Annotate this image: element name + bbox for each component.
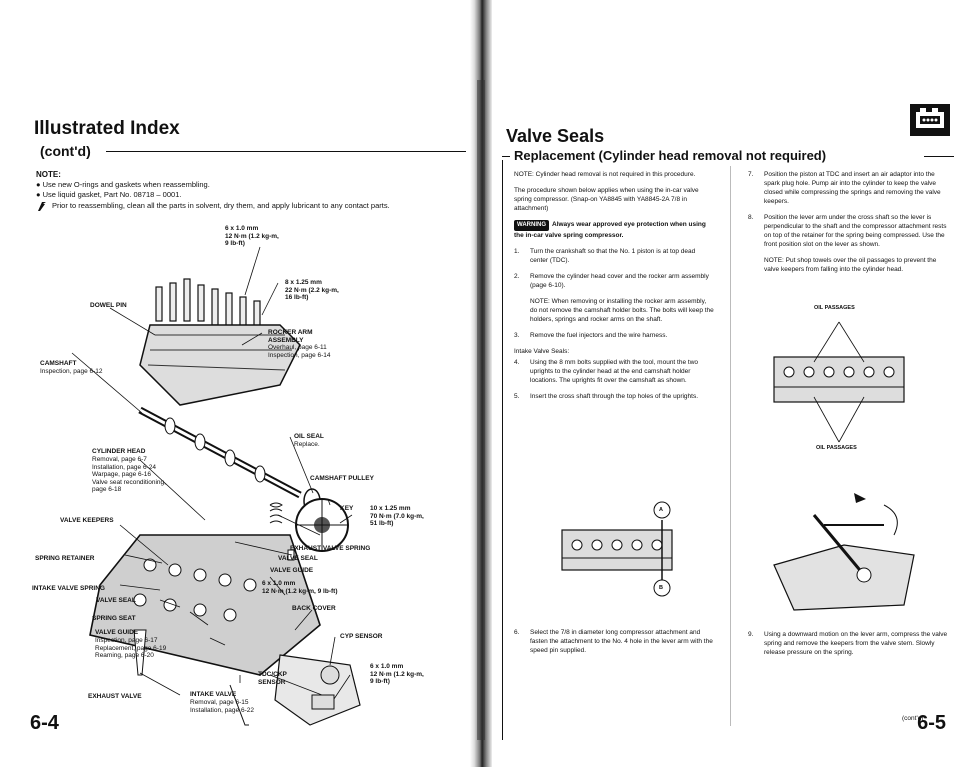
step-5	[514, 392, 714, 401]
rocker-arm-label: ROCKER ARM ASSEMBLY	[268, 329, 313, 344]
step-text: Turn the crankshaft so that the No. 1 piston is at top dead center (TDC).	[530, 248, 696, 264]
oil-passages-bottom-label: OIL PASSAGES	[816, 445, 857, 451]
back-cover-label: BACK COVER	[292, 605, 336, 612]
bolt-spec-bottom: 6 x 1.0 mm 12 N·m (1.2 kg-m, 9 lb-ft)	[370, 663, 424, 685]
oil-passages-top-label: OIL PASSAGES	[814, 305, 855, 311]
step-2	[514, 272, 714, 290]
step-number: 5.	[514, 393, 520, 400]
procedure-column-left	[514, 170, 714, 408]
callout-a: A	[659, 507, 663, 513]
step-6	[514, 628, 714, 655]
warning-text: Always wear approved eye protection when using the in-car valve spring compressor.	[514, 221, 706, 239]
left-page	[0, 0, 470, 767]
spine-shadow	[477, 80, 485, 740]
step-7	[748, 170, 948, 206]
step-number: 3.	[514, 332, 520, 339]
step-number: 1.	[514, 248, 520, 255]
valve-guide-info: Inspection, page 6-17 Replacement, page 6-19 Reaming, page 6-20	[95, 637, 167, 659]
exhaust-valve-spring-label: EXHAUST VALVE SPRING	[290, 545, 371, 552]
step-9	[748, 630, 948, 657]
camshaft-label: CAMSHAFT	[40, 360, 77, 367]
rocker-arm-info: Overhaul, page 6-11 Inspection, page 6-14	[268, 344, 331, 359]
right-page	[492, 0, 960, 767]
page-subtitle: (cont'd)	[40, 143, 91, 159]
camshaft-info: Inspection, page 6-12	[40, 368, 103, 375]
step-3	[514, 331, 714, 340]
step-number: 9.	[748, 631, 754, 638]
spring-seat-label: SPRING SEAT	[92, 615, 136, 622]
step-number: 8.	[748, 214, 754, 221]
oil-passages-illustration	[754, 317, 934, 447]
compressor-figure	[754, 485, 934, 625]
note-item: ● Use new O-rings and gaskets when reassembling.	[36, 180, 210, 189]
valve-guide-right-label: VALVE GUIDE	[270, 567, 314, 574]
oil-seal-label: OIL SEAL	[294, 433, 324, 440]
intake-valve-label: INTAKE VALVE	[190, 691, 237, 698]
subtitle-rule-left	[502, 156, 510, 157]
valve-seal-left-label: VALVE SEAL	[96, 597, 136, 604]
engine-section-icon	[910, 104, 950, 136]
valve-keepers-label: VALVE KEEPERS	[60, 517, 114, 524]
bolt-spec-mid: 6 x 1.0 mm 12 N·m (1.2 kg-m, 9 lb-ft)	[262, 580, 338, 595]
bolt-spec-top: 6 x 1.0 mm 12 N·m (1.2 kg-m, 9 lb-ft)	[225, 225, 279, 247]
oil-seal-info: Replace.	[294, 441, 320, 448]
step-text: Position the lever arm under the cross shaft so the lever is perpendicular to the shaft and the compressor attachment rests on top of the retainer for the spring being compressed. Use the front position slot on the lever as shown.	[764, 214, 947, 248]
step-text: Remove the cylinder head cover and the rocker arm assembly (page 6-10).	[530, 273, 709, 289]
section-title: Valve Seals	[506, 126, 605, 146]
page-title: Illustrated Index	[34, 118, 180, 139]
intake-valve-spring-label: INTAKE VALVE SPRING	[32, 585, 105, 592]
warning-block	[514, 220, 714, 240]
step-text: Insert the cross shaft through the top holes of the uprights.	[530, 393, 699, 400]
cyp-sensor-label: CYP SENSOR	[340, 633, 383, 640]
step-number: 2.	[514, 273, 520, 280]
note-heading: NOTE:	[36, 170, 61, 179]
camshaft-pulley-label: CAMSHAFT PULLEY	[310, 475, 374, 482]
step-9-block	[748, 630, 948, 664]
step-text: Using a downward motion on the lever arm, compress the valve spring and remove the keepers from the valve stem. Slowly release pressure on the spring.	[764, 631, 948, 656]
exploded-diagram	[30, 205, 470, 740]
dowel-pin-label: DOWEL PIN	[90, 302, 127, 309]
step-8	[748, 213, 948, 249]
note-shop-towels: NOTE: Put shop towels over the oil passages to prevent the valve keepers from falling into the cylinder head.	[764, 257, 937, 273]
step-4	[514, 358, 714, 385]
procedure-intro: The procedure shown below applies when using the in-car valve spring compressor. (Snap-on YA8845 with YA8845-2A 7/8 in attachment)	[514, 187, 699, 212]
continued-label: (cont'd)	[902, 715, 924, 722]
uprights-figure	[542, 480, 722, 620]
note-no-removal: NOTE: Cylinder head removal is not required in this procedure.	[514, 171, 696, 178]
step-text: Position the piston at TDC and insert an air adaptor into the spark plug hole. Pump air into the cylinder to keep the valve closed while compressing the springs and removing the valve keepers.	[764, 171, 941, 205]
step-1	[514, 247, 714, 265]
pulley-bolt-spec: 10 x 1.25 mm 70 N·m (7.0 kg-m, 51 lb-ft)	[370, 505, 424, 527]
tdc-sensor-label: TDC/CKP SENSOR	[258, 671, 287, 686]
column-divider	[730, 166, 731, 726]
step-text: Select the 7/8 in diameter long compressor attachment and fasten the attachment to the No. 4 hole in the lever arm with the speed pin supplied.	[530, 629, 713, 654]
step-6-block	[514, 628, 714, 662]
warning-badge: WARNING	[514, 220, 549, 231]
page-number: 6-4	[30, 712, 59, 734]
intake-heading: Intake Valve Seals:	[514, 348, 570, 355]
valve-guide-label: VALVE GUIDE	[95, 629, 139, 636]
step-number: 6.	[514, 629, 520, 636]
step-text: Using the 8 mm bolts supplied with the tool, mount the two uprights to the cylinder head at the end camshaft holder locations. The uprights fit over the camshaft as shown.	[530, 359, 699, 384]
step-number: 7.	[748, 171, 754, 178]
key-label: KEY	[340, 505, 354, 512]
valve-seal-right-label: VALVE SEAL	[278, 555, 318, 562]
note-text: Prior to reassembling, clean all the parts in solvent, dry them, and apply lubricant to any contact parts.	[52, 201, 390, 210]
note-rocker-arm: NOTE: When removing or installing the rocker arm assembly, do not remove the camshaft holder bolts. The bolts will keep the holders, springs and rocker arms on the shaft.	[530, 298, 714, 323]
compressor-illustration	[754, 485, 934, 625]
cylinder-head-info: Removal, page 6-7 Installation, page 6-24 Warpage, page 6-16 Valve seat reconditioning, page 6-18	[92, 456, 166, 493]
section-subtitle: Replacement (Cylinder head removal not required)	[514, 148, 827, 163]
bolt-spec-cap: 8 x 1.25 mm 22 N·m (2.2 kg-m, 16 lb-ft)	[285, 279, 339, 301]
step-text: Remove the fuel injectors and the wire harness.	[530, 332, 668, 339]
engine-icon	[910, 104, 950, 136]
uprights-illustration	[542, 480, 722, 620]
page-number: 6-5	[917, 712, 946, 734]
procedure-column-right	[748, 170, 948, 281]
callout-b: B	[659, 585, 663, 591]
subtitle-rule-right	[924, 156, 954, 157]
title-rule	[106, 151, 466, 152]
intake-valve-info: Removal, page 6-15 Installation, page 6-22	[190, 699, 254, 714]
step-number: 4.	[514, 359, 520, 366]
note-item: ● Use liquid gasket, Part No. 08718 – 0001.	[36, 190, 182, 199]
cylinder-head-label: CYLINDER HEAD	[92, 448, 146, 455]
spring-retainer-label: SPRING RETAINER	[35, 555, 95, 562]
exhaust-valve-label: EXHAUST VALVE	[88, 693, 142, 700]
oil-passages-figure	[754, 305, 934, 455]
